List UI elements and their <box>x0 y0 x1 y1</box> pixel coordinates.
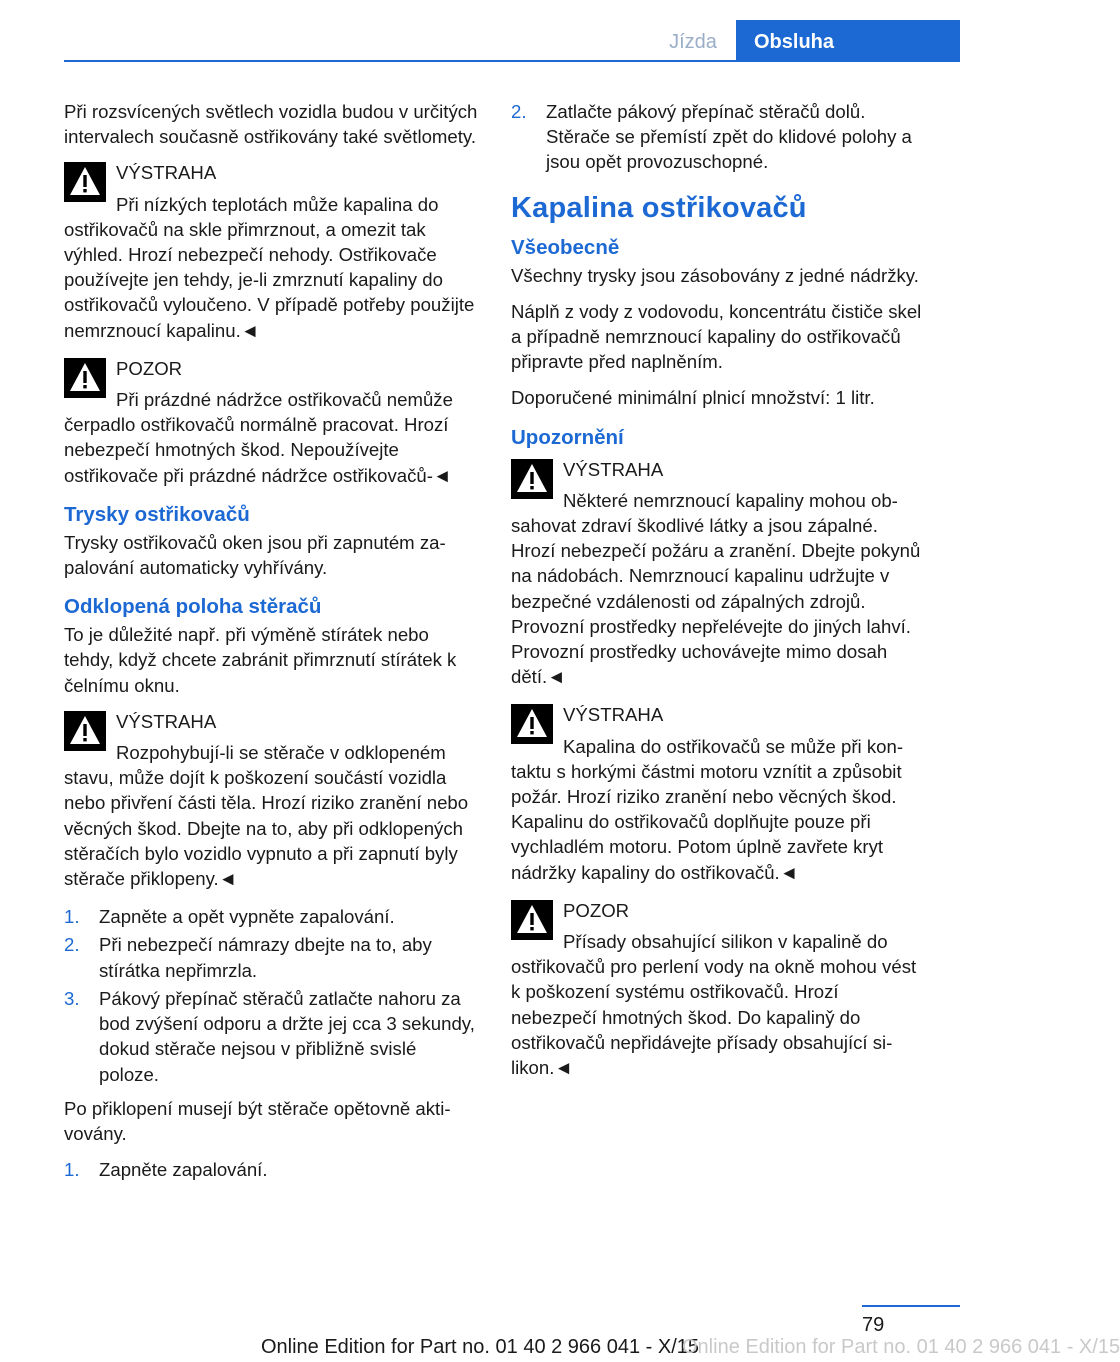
warning-text: Při nízkých teplotách může kapalina do ostřikovačů na skle přimrznout, a omezit tak výhled. Hrozí nebezpečí nehody. Ostřikovače používejte jen tehdy, je-li zmrznutí kapaliny do ostřikovačů vyloučeno. V případě potřeby použijte nemrznoucí kapalinu.◄ <box>64 193 475 341</box>
section-heading-notice: Upozornění <box>511 425 624 449</box>
step-text: Zapněte zapalování. <box>99 1159 268 1181</box>
warning-block <box>511 702 925 884</box>
intro-paragraph: Při rozsvícených světlech vozidla budou v určitých intervalech současně ostřikovány také světlomety. <box>64 101 478 148</box>
warning-triangle-icon <box>511 459 553 499</box>
warning-text: Některé nemrznoucí kapaliny mohou obsahovat zdraví škodlivé látky a jsou zápalné. Hrozí nebezpečí požáru a zranění. Dbejte pokynů na nádobách. Nemrznoucí kapalinu udržujte v bezpečné vzdálenosti od zápalných zdrojů. Provozní prostředky nepřelévejte do jiných lahví. Provozní prostředky uchovávejte mimo dosah dětí.◄ <box>511 489 921 688</box>
section-heading-general: Všeobecně <box>511 235 620 259</box>
general-paragraph: Doporučené minimální plnicí množství: 1 litr. <box>511 387 875 409</box>
watermark: Online Edition for Part no. 01 40 2 966 041 - X/15 <box>682 1336 1120 1358</box>
warning-triangle-icon <box>511 704 553 744</box>
step-text: Zapněte a opět vypněte zapalování. <box>99 906 395 928</box>
general-paragraph: Všechny trysky jsou zásobovány z jedné nádržky. <box>511 264 919 286</box>
list-item <box>64 986 478 1087</box>
edition-note: Online Edition for Part no. 01 40 2 966 041 - X/15 <box>260 1336 700 1358</box>
general-paragraph: Náplň z vody z vodovodu, koncentrátu čističe skel a případně nemrznoucí kapaliny do ostřikovačů připravte před naplněním. <box>511 300 922 373</box>
caution-text: Přísady obsahující silikon v kapalině do ostřikovačů pro perlení vody na okně mohou vést k poškození systému ostřikovačů. Hrozí nebezpečí hmotných škod. Do kapaliny̌ do ostřikovačů nepřidávejte přísady obsahující silikon.◄ <box>511 931 917 1079</box>
steps-list <box>64 904 478 1086</box>
after-fold-paragraph: Po přiklopení musejí být stěrače opětovně aktivovány. <box>64 1097 451 1144</box>
warning-block <box>511 457 925 690</box>
warning-text: Kapalina do ostřikovačů se může při kontaktu s horkými částmi motoru vznítit a způsobit požár. Hrozí riziko zranění nebo věcných škod. Kapalinu do ostřikovačů doplňujte pouze při vychladlém motoru. Potom úplně zavřete kryt nádržky kapaliny do ostřikovačů.◄ <box>511 735 904 883</box>
section-heading-nozzles: Trysky ostřikovačů <box>64 502 250 526</box>
caution-block <box>511 898 925 1080</box>
list-item <box>64 932 478 982</box>
caution-block <box>64 356 478 488</box>
left-column <box>64 99 478 1191</box>
steps-list <box>64 1157 478 1182</box>
step-number: 1. <box>64 906 80 928</box>
warning-title: VÝSTRAHA <box>563 458 664 480</box>
right-column <box>511 99 925 1093</box>
warning-title: VÝSTRAHA <box>116 710 217 732</box>
list-item <box>64 1157 478 1182</box>
page-number: 79 <box>862 1314 885 1336</box>
steps-list <box>511 99 925 175</box>
section-heading-wiper-position: Odklopená poloha stěračů <box>64 595 322 619</box>
warning-title: VÝSTRAHA <box>563 704 664 726</box>
caution-title: POZOR <box>116 357 183 379</box>
section-title: Kapalina ostřikovačů <box>511 191 807 224</box>
caution-title: POZOR <box>563 899 630 921</box>
warning-text: Rozpohybují-li se stěrače v odklopeném stavu, může dojít k poškození součástí vozidla nebo přivření části těla. Hrozí riziko zranění nebo věcných škod. Dbejte na to, aby při odklopených stěračích bylo vozidlo vypnuto a při zapnutí byly stěrače přiklopeny.◄ <box>64 742 469 890</box>
nozzles-paragraph: Trysky ostřikovačů oken jsou při zapnutém zapalování automaticky vyhřívány. <box>64 531 446 579</box>
list-item <box>64 904 478 929</box>
step-number: 3. <box>64 987 80 1009</box>
warning-triangle-icon <box>64 711 106 751</box>
step-text: Při nebezpečí námrazy dbejte na to, aby stírátka nepřimrzla. <box>99 934 432 981</box>
caution-text: Při prázdné nádržce ostřikovačů nemůže čerpadlo ostřikovačů normálně pracovat. Hrozí nebezpečí hmotných škod. Nepoužívejte ostřikovače při prázdné nádržce ostřikovačů-◄ <box>64 389 453 486</box>
warning-triangle-icon <box>511 900 553 940</box>
wiper-position-paragraph: To je důležité např. při výměně stírátek nebo tehdy, když chcete zabránit přimrznutí stírátek k čelnímu oknu. <box>64 624 457 696</box>
step-number: 2. <box>64 934 80 956</box>
step-text: Zatlačte pákový přepínač stěračů dolů. Stěrače se přemístí zpět do klidové polohy a jsou opět provozuschopné. <box>546 101 912 173</box>
step-number: 1. <box>64 1159 80 1181</box>
warning-block <box>64 160 478 342</box>
warning-title: VÝSTRAHA <box>116 162 217 184</box>
header-rule <box>64 60 960 62</box>
warning-triangle-icon <box>64 162 106 202</box>
step-number: 2. <box>511 101 527 122</box>
warning-triangle-icon <box>64 358 106 398</box>
tab-jizda[interactable]: Jízda <box>669 31 717 53</box>
list-item <box>511 99 925 175</box>
footer-rule <box>862 1305 960 1307</box>
step-text: Pákový přepínač stěračů zatlačte nahoru za bod zvýšení odporu a držte jej cca 3 sekundy, dokud stěrače nejsou v přibližně svislé poloze. <box>99 987 475 1085</box>
warning-block <box>64 709 478 891</box>
tab-obsluha[interactable]: Obsluha <box>736 20 960 60</box>
